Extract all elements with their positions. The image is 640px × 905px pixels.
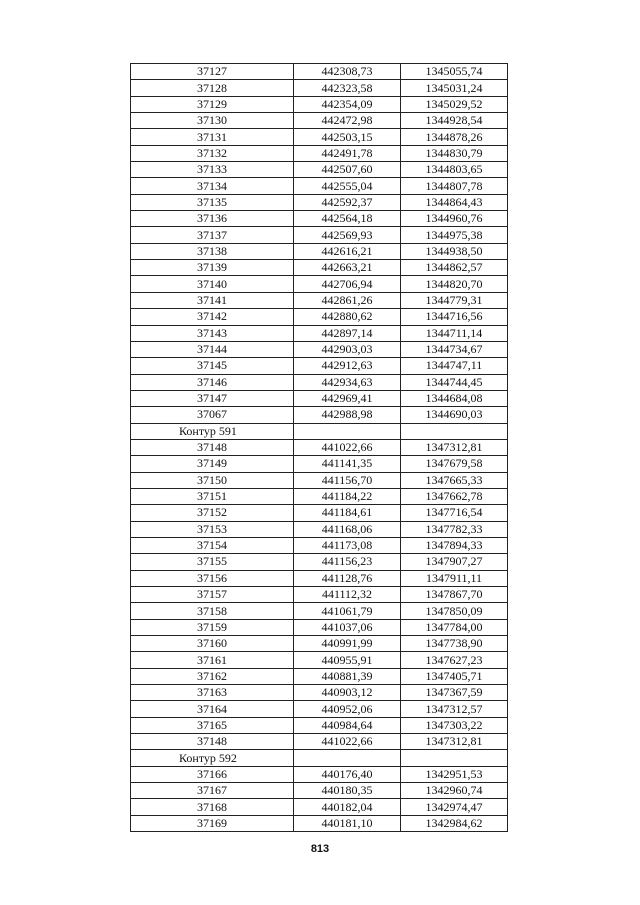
- x-coordinate-cell: 440952,06: [294, 701, 401, 717]
- table-row: [131, 603, 508, 619]
- table-row: [131, 358, 508, 374]
- x-coordinate-cell: 440181,10: [294, 815, 401, 831]
- point-id-cell: 37158: [131, 603, 294, 619]
- point-id-cell: 37164: [131, 701, 294, 717]
- point-id-cell: 37154: [131, 537, 294, 553]
- point-id-cell: 37142: [131, 309, 294, 325]
- x-coordinate-cell: 441037,06: [294, 619, 401, 635]
- table-row: [131, 292, 508, 308]
- point-id-cell: 37151: [131, 488, 294, 504]
- coordinates-table-body: [131, 64, 508, 832]
- y-coordinate-cell: 1347405,71: [401, 668, 508, 684]
- empty-cell: [401, 750, 508, 766]
- table-row: [131, 243, 508, 259]
- y-coordinate-cell: 1342951,53: [401, 766, 508, 782]
- y-coordinate-cell: 1344878,26: [401, 129, 508, 145]
- y-coordinate-cell: 1347716,54: [401, 505, 508, 521]
- point-id-cell: 37168: [131, 799, 294, 815]
- point-id-cell: 37165: [131, 717, 294, 733]
- point-id-cell: 37169: [131, 815, 294, 831]
- table-row: [131, 80, 508, 96]
- y-coordinate-cell: 1344747,11: [401, 358, 508, 374]
- x-coordinate-cell: 442323,58: [294, 80, 401, 96]
- x-coordinate-cell: 442592,37: [294, 194, 401, 210]
- table-row: [131, 407, 508, 423]
- table-row: [131, 178, 508, 194]
- table-row: [131, 439, 508, 455]
- point-id-cell: 37150: [131, 472, 294, 488]
- y-coordinate-cell: 1344734,67: [401, 341, 508, 357]
- table-row: [131, 587, 508, 603]
- table-row: [131, 505, 508, 521]
- table-row: [131, 815, 508, 831]
- y-coordinate-cell: 1344684,08: [401, 390, 508, 406]
- point-id-cell: 37141: [131, 292, 294, 308]
- empty-cell: [294, 423, 401, 439]
- y-coordinate-cell: 1347312,81: [401, 734, 508, 750]
- y-coordinate-cell: 1344830,79: [401, 145, 508, 161]
- table-row: [131, 309, 508, 325]
- x-coordinate-cell: 442880,62: [294, 309, 401, 325]
- x-coordinate-cell: 442472,98: [294, 113, 401, 129]
- y-coordinate-cell: 1344975,38: [401, 227, 508, 243]
- point-id-cell: 37067: [131, 407, 294, 423]
- point-id-cell: 37127: [131, 64, 294, 80]
- table-row: [131, 570, 508, 586]
- x-coordinate-cell: 442988,98: [294, 407, 401, 423]
- table-row: [131, 766, 508, 782]
- point-id-cell: 37140: [131, 276, 294, 292]
- point-id-cell: 37155: [131, 554, 294, 570]
- x-coordinate-cell: 442616,21: [294, 243, 401, 259]
- y-coordinate-cell: 1344864,43: [401, 194, 508, 210]
- x-coordinate-cell: 442663,21: [294, 260, 401, 276]
- y-coordinate-cell: 1344820,70: [401, 276, 508, 292]
- table-row: [131, 521, 508, 537]
- y-coordinate-cell: 1345031,24: [401, 80, 508, 96]
- point-id-cell: 37137: [131, 227, 294, 243]
- y-coordinate-cell: 1347665,33: [401, 472, 508, 488]
- y-coordinate-cell: 1344716,56: [401, 309, 508, 325]
- y-coordinate-cell: 1347784,00: [401, 619, 508, 635]
- y-coordinate-cell: 1347303,22: [401, 717, 508, 733]
- x-coordinate-cell: 441128,76: [294, 570, 401, 586]
- table-row: [131, 652, 508, 668]
- x-coordinate-cell: 442903,03: [294, 341, 401, 357]
- point-id-cell: 37131: [131, 129, 294, 145]
- x-coordinate-cell: 441168,06: [294, 521, 401, 537]
- contour-label: Контур 591: [131, 423, 294, 439]
- y-coordinate-cell: 1347312,57: [401, 701, 508, 717]
- y-coordinate-cell: 1347850,09: [401, 603, 508, 619]
- x-coordinate-cell: 442555,04: [294, 178, 401, 194]
- point-id-cell: 37148: [131, 734, 294, 750]
- x-coordinate-cell: 442912,63: [294, 358, 401, 374]
- point-id-cell: 37133: [131, 162, 294, 178]
- x-coordinate-cell: 442354,09: [294, 96, 401, 112]
- point-id-cell: 37138: [131, 243, 294, 259]
- table-row: [131, 96, 508, 112]
- contour-heading-row: [131, 423, 508, 439]
- x-coordinate-cell: 442569,93: [294, 227, 401, 243]
- y-coordinate-cell: 1344779,31: [401, 292, 508, 308]
- table-row: [131, 685, 508, 701]
- table-row: [131, 717, 508, 733]
- point-id-cell: 37143: [131, 325, 294, 341]
- point-id-cell: 37135: [131, 194, 294, 210]
- page-number: 813: [310, 843, 330, 855]
- y-coordinate-cell: 1344803,65: [401, 162, 508, 178]
- y-coordinate-cell: 1344807,78: [401, 178, 508, 194]
- point-id-cell: 37136: [131, 211, 294, 227]
- x-coordinate-cell: 440991,99: [294, 636, 401, 652]
- table-row: [131, 390, 508, 406]
- y-coordinate-cell: 1347782,33: [401, 521, 508, 537]
- table-row: [131, 488, 508, 504]
- table-row: [131, 537, 508, 553]
- point-id-cell: 37129: [131, 96, 294, 112]
- point-id-cell: 37161: [131, 652, 294, 668]
- point-id-cell: 37147: [131, 390, 294, 406]
- x-coordinate-cell: 441141,35: [294, 456, 401, 472]
- point-id-cell: 37160: [131, 636, 294, 652]
- table-row: [131, 374, 508, 390]
- x-coordinate-cell: 440881,39: [294, 668, 401, 684]
- x-coordinate-cell: 441022,66: [294, 734, 401, 750]
- y-coordinate-cell: 1345029,52: [401, 96, 508, 112]
- y-coordinate-cell: 1344938,50: [401, 243, 508, 259]
- point-id-cell: 37167: [131, 783, 294, 799]
- table-row: [131, 668, 508, 684]
- x-coordinate-cell: 442503,15: [294, 129, 401, 145]
- point-id-cell: 37145: [131, 358, 294, 374]
- table-row: [131, 211, 508, 227]
- point-id-cell: 37157: [131, 587, 294, 603]
- point-id-cell: 37159: [131, 619, 294, 635]
- point-id-cell: 37153: [131, 521, 294, 537]
- point-id-cell: 37166: [131, 766, 294, 782]
- empty-cell: [294, 750, 401, 766]
- x-coordinate-cell: 442564,18: [294, 211, 401, 227]
- point-id-cell: 37152: [131, 505, 294, 521]
- point-id-cell: 37148: [131, 439, 294, 455]
- y-coordinate-cell: 1342984,62: [401, 815, 508, 831]
- table-row: [131, 341, 508, 357]
- y-coordinate-cell: 1347738,90: [401, 636, 508, 652]
- table-row: [131, 145, 508, 161]
- y-coordinate-cell: 1344862,57: [401, 260, 508, 276]
- table-row: [131, 472, 508, 488]
- x-coordinate-cell: 442897,14: [294, 325, 401, 341]
- x-coordinate-cell: 442861,26: [294, 292, 401, 308]
- coordinates-table: [130, 63, 508, 832]
- point-id-cell: 37144: [131, 341, 294, 357]
- x-coordinate-cell: 441156,70: [294, 472, 401, 488]
- y-coordinate-cell: 1347312,81: [401, 439, 508, 455]
- x-coordinate-cell: 441184,61: [294, 505, 401, 521]
- point-id-cell: 37128: [131, 80, 294, 96]
- table-row: [131, 619, 508, 635]
- y-coordinate-cell: 1347894,33: [401, 537, 508, 553]
- x-coordinate-cell: 440903,12: [294, 685, 401, 701]
- table-row: [131, 783, 508, 799]
- point-id-cell: 37149: [131, 456, 294, 472]
- y-coordinate-cell: 1344690,03: [401, 407, 508, 423]
- y-coordinate-cell: 1347627,23: [401, 652, 508, 668]
- table-row: [131, 64, 508, 80]
- y-coordinate-cell: 1344928,54: [401, 113, 508, 129]
- x-coordinate-cell: 441173,08: [294, 537, 401, 553]
- x-coordinate-cell: 442934,63: [294, 374, 401, 390]
- y-coordinate-cell: 1347911,11: [401, 570, 508, 586]
- y-coordinate-cell: 1347907,27: [401, 554, 508, 570]
- contour-heading-row: [131, 750, 508, 766]
- x-coordinate-cell: 442706,94: [294, 276, 401, 292]
- x-coordinate-cell: 441156,23: [294, 554, 401, 570]
- table-row: [131, 227, 508, 243]
- x-coordinate-cell: 440955,91: [294, 652, 401, 668]
- y-coordinate-cell: 1342974,47: [401, 799, 508, 815]
- y-coordinate-cell: 1345055,74: [401, 64, 508, 80]
- y-coordinate-cell: 1347679,58: [401, 456, 508, 472]
- y-coordinate-cell: 1347662,78: [401, 488, 508, 504]
- table-row: [131, 194, 508, 210]
- y-coordinate-cell: 1344744,45: [401, 374, 508, 390]
- point-id-cell: 37139: [131, 260, 294, 276]
- x-coordinate-cell: 440984,64: [294, 717, 401, 733]
- x-coordinate-cell: 440180,35: [294, 783, 401, 799]
- table-row: [131, 129, 508, 145]
- x-coordinate-cell: 441184,22: [294, 488, 401, 504]
- x-coordinate-cell: 441022,66: [294, 439, 401, 455]
- table-row: [131, 162, 508, 178]
- x-coordinate-cell: 440176,40: [294, 766, 401, 782]
- empty-cell: [401, 423, 508, 439]
- y-coordinate-cell: 1344711,14: [401, 325, 508, 341]
- table-row: [131, 325, 508, 341]
- x-coordinate-cell: 442507,60: [294, 162, 401, 178]
- table-row: [131, 701, 508, 717]
- point-id-cell: 37146: [131, 374, 294, 390]
- table-row: [131, 456, 508, 472]
- point-id-cell: 37163: [131, 685, 294, 701]
- table-row: [131, 113, 508, 129]
- point-id-cell: 37162: [131, 668, 294, 684]
- table-row: [131, 260, 508, 276]
- x-coordinate-cell: 442491,78: [294, 145, 401, 161]
- table-row: [131, 636, 508, 652]
- table-row: [131, 734, 508, 750]
- y-coordinate-cell: 1347367,59: [401, 685, 508, 701]
- table-row: [131, 276, 508, 292]
- x-coordinate-cell: 440182,04: [294, 799, 401, 815]
- point-id-cell: 37156: [131, 570, 294, 586]
- x-coordinate-cell: 442969,41: [294, 390, 401, 406]
- y-coordinate-cell: 1342960,74: [401, 783, 508, 799]
- y-coordinate-cell: 1344960,76: [401, 211, 508, 227]
- point-id-cell: 37130: [131, 113, 294, 129]
- table-row: [131, 799, 508, 815]
- point-id-cell: 37134: [131, 178, 294, 194]
- y-coordinate-cell: 1347867,70: [401, 587, 508, 603]
- table-row: [131, 554, 508, 570]
- x-coordinate-cell: 441112,32: [294, 587, 401, 603]
- contour-label: Контур 592: [131, 750, 294, 766]
- x-coordinate-cell: 441061,79: [294, 603, 401, 619]
- x-coordinate-cell: 442308,73: [294, 64, 401, 80]
- point-id-cell: 37132: [131, 145, 294, 161]
